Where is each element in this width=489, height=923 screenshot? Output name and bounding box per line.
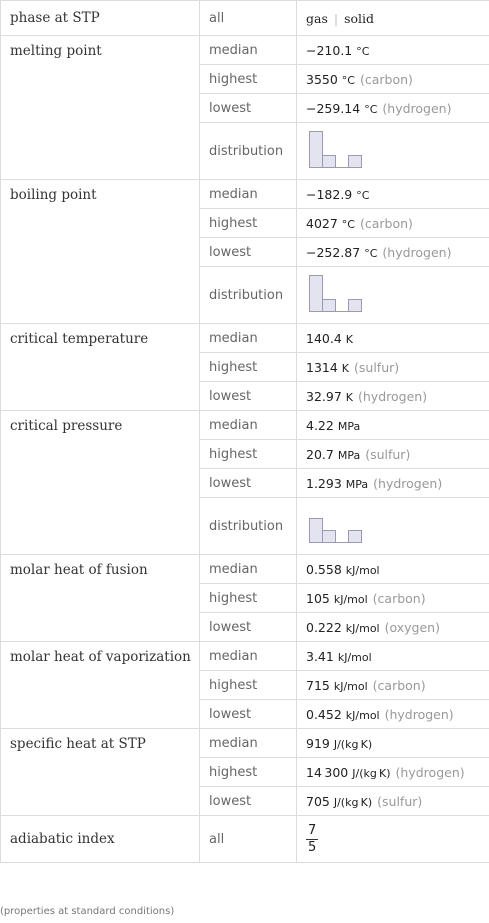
- value-cell: 0.222 kJ/mol (oxygen): [297, 613, 489, 642]
- value-cell: 919 J/(kg K): [297, 729, 489, 758]
- row-sublabel: highest: [200, 584, 297, 613]
- row-sublabel: median: [200, 411, 297, 440]
- property-label: critical pressure: [1, 411, 200, 555]
- histogram-bar: [323, 155, 336, 167]
- row-sublabel: median: [200, 180, 297, 209]
- histogram-bar: [310, 275, 323, 311]
- value-cell: 3.41 kJ/mol: [297, 642, 489, 671]
- row-sublabel: median: [200, 36, 297, 65]
- property-label: phase at STP: [1, 1, 200, 36]
- table-row: [1, 729, 489, 758]
- value-cell: 1.293 MPa (hydrogen): [297, 469, 489, 498]
- distribution-histogram: [306, 129, 378, 171]
- property-label: critical temperature: [1, 324, 200, 411]
- property-label: molar heat of vaporization: [1, 642, 200, 729]
- fraction-numerator: 7: [308, 822, 317, 838]
- histogram-bar: [349, 299, 362, 311]
- row-sublabel: lowest: [200, 700, 297, 729]
- value-cell: −182.9 °C: [297, 180, 489, 209]
- row-sublabel: lowest: [200, 382, 297, 411]
- phase-value: gas | solid: [297, 1, 489, 36]
- row-sublabel: highest: [200, 65, 297, 94]
- row-sublabel: median: [200, 324, 297, 353]
- row-sublabel: lowest: [200, 238, 297, 267]
- value-cell: 1314 K (sulfur): [297, 353, 489, 382]
- value-cell: −210.1 °C: [297, 36, 489, 65]
- distribution-cell: [297, 498, 489, 555]
- table-row: [1, 324, 489, 353]
- property-label: specific heat at STP: [1, 729, 200, 816]
- footnote: (properties at standard conditions): [0, 906, 175, 917]
- table-row: [1, 642, 489, 671]
- distribution-cell: [297, 123, 489, 180]
- property-label: boiling point: [1, 180, 200, 324]
- histogram-bar: [323, 299, 336, 311]
- row-sublabel: all: [200, 816, 297, 863]
- table-row: [1, 180, 489, 209]
- value-cell: 715 kJ/mol (carbon): [297, 671, 489, 700]
- row-sublabel: highest: [200, 440, 297, 469]
- value-cell: 0.558 kJ/mol: [297, 555, 489, 584]
- histogram-bar: [349, 155, 362, 167]
- row-sublabel: lowest: [200, 613, 297, 642]
- distribution-histogram: [306, 504, 378, 546]
- row-sublabel: highest: [200, 209, 297, 238]
- table-row: [1, 1, 489, 36]
- value-cell: −252.87 °C (hydrogen): [297, 238, 489, 267]
- value-cell: 4027 °C (carbon): [297, 209, 489, 238]
- row-sublabel: median: [200, 555, 297, 584]
- row-sublabel: highest: [200, 671, 297, 700]
- histogram-bar: [310, 518, 323, 542]
- property-label: melting point: [1, 36, 200, 180]
- row-sublabel: lowest: [200, 469, 297, 498]
- row-sublabel: highest: [200, 353, 297, 382]
- histogram-bar: [310, 131, 323, 167]
- value-cell: 20.7 MPa (sulfur): [297, 440, 489, 469]
- row-sublabel: median: [200, 642, 297, 671]
- table-row: [1, 555, 489, 584]
- row-sublabel: distribution: [200, 498, 297, 555]
- histogram-bar: [323, 530, 336, 542]
- distribution-cell: [297, 267, 489, 324]
- fraction-denominator: 5: [308, 839, 317, 855]
- value-cell: 140.4 K: [297, 324, 489, 353]
- table-row: [1, 36, 489, 65]
- value-cell: 0.452 kJ/mol (hydrogen): [297, 700, 489, 729]
- table-row: [1, 411, 489, 440]
- fraction-value: [297, 816, 489, 863]
- row-sublabel: distribution: [200, 267, 297, 324]
- property-label: molar heat of fusion: [1, 555, 200, 642]
- fraction: [306, 823, 318, 856]
- distribution-histogram: [306, 273, 378, 315]
- table-row: [1, 816, 489, 863]
- histogram-bar: [349, 530, 362, 542]
- value-cell: 705 J/(kg K) (sulfur): [297, 787, 489, 816]
- row-sublabel: median: [200, 729, 297, 758]
- row-sublabel: all: [200, 1, 297, 36]
- value-cell: 105 kJ/mol (carbon): [297, 584, 489, 613]
- row-sublabel: lowest: [200, 94, 297, 123]
- value-cell: 32.97 K (hydrogen): [297, 382, 489, 411]
- value-cell: 14 300 J/(kg K) (hydrogen): [297, 758, 489, 787]
- row-sublabel: lowest: [200, 787, 297, 816]
- value-cell: 4.22 MPa: [297, 411, 489, 440]
- row-sublabel: highest: [200, 758, 297, 787]
- value-cell: 3550 °C (carbon): [297, 65, 489, 94]
- value-cell: −259.14 °C (hydrogen): [297, 94, 489, 123]
- row-sublabel: distribution: [200, 123, 297, 180]
- property-label: adiabatic index: [1, 816, 200, 863]
